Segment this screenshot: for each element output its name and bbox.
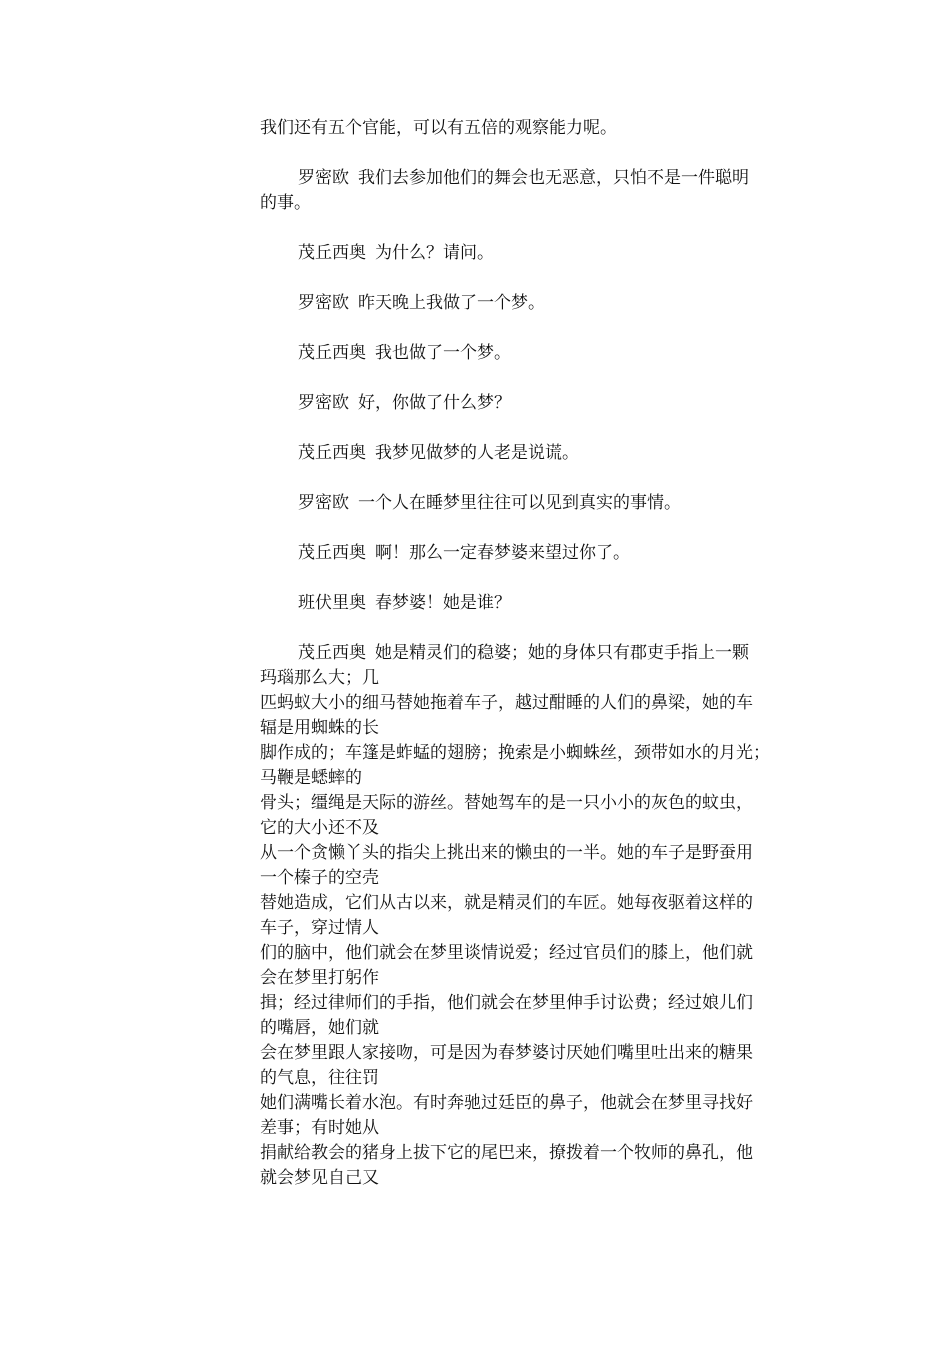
speech-line: 匹蚂蚁大小的细马替她拖着车子，越过酣睡的人们的鼻梁，她的车: [260, 693, 753, 713]
dialogue-entry: [260, 291, 820, 316]
dialogue-line: [260, 241, 820, 266]
speech-line: 车子，穿过情人: [260, 918, 379, 938]
speaker-name: 罗密欧: [298, 168, 349, 188]
dialogue-text: 昨天晚上我做了一个梦。: [358, 293, 545, 313]
dialogue-entry: [260, 341, 820, 366]
speech-line: 捐献给教会的猪身上拔下它的尾巴来，撩拨着一个牧师的鼻孔，他: [260, 1143, 753, 1163]
speaker-name: 罗密欧: [298, 493, 349, 513]
dialogue-line: [260, 341, 820, 366]
dialogue-entry: [260, 241, 820, 266]
dialogue-text: 为什么？请问。: [375, 243, 494, 263]
speaker-name: 罗密欧: [298, 393, 349, 413]
speech-text: 她是精灵们的稳婆；她的身体只有郡吏手指上一颗: [375, 643, 749, 663]
speech-line: 骨头；缰绳是天际的游丝。替她驾车的是一只小小的灰色的蚊虫，: [260, 793, 753, 813]
dialogue-line: [260, 441, 820, 466]
dialogue-line: 的事。: [260, 193, 311, 213]
speech-line: 马鞭是蟋蟀的: [260, 768, 362, 788]
speaker-name: 茂丘西奥: [298, 243, 366, 263]
speech-line: [260, 641, 820, 666]
dialogue-entry: [260, 166, 820, 216]
speech-line: 玛瑙那么大；几: [260, 668, 379, 688]
dialogue-line: [260, 591, 820, 616]
speech-line: 们的脑中，他们就会在梦里谈情说爱；经过官员们的膝上，他们就: [260, 943, 753, 963]
speech-line: 的气息，往往罚: [260, 1068, 379, 1088]
dialogue-text: 我梦见做梦的人老是说谎。: [375, 443, 579, 463]
speech-line: 替她造成，它们从古以来，就是精灵们的车匠。她每夜驱着这样的: [260, 893, 753, 913]
dialogue-line: [260, 291, 820, 316]
dialogue-line: [260, 166, 820, 191]
dialogue-text: 春梦婆！她是谁？: [375, 593, 511, 613]
speech-line: 就会梦见自己又: [260, 1168, 379, 1188]
dialogue-entry: [260, 541, 820, 566]
speech-line: 差事；有时她从: [260, 1118, 379, 1138]
speech-line: 一个榛子的空壳: [260, 868, 379, 888]
speech-line: 会在梦里跟人家接吻，可是因为春梦婆讨厌她们嘴里吐出来的糖果: [260, 1043, 753, 1063]
speech-line: 她们满嘴长着水泡。有时奔驰过廷臣的鼻子，他就会在梦里寻找好: [260, 1093, 753, 1113]
speaker-name: 茂丘西奥: [298, 543, 366, 563]
dialogue-line: [260, 541, 820, 566]
dialogue-text: 我们去参加他们的舞会也无恶意，只怕不是一件聪明: [358, 168, 749, 188]
speaker-name: 班伏里奥: [298, 593, 366, 613]
speech-line: 它的大小还不及: [260, 818, 379, 838]
dialogue-entry: [260, 391, 820, 416]
speech-line: 从一个贪懒丫头的指尖上挑出来的懒虫的一半。她的车子是野蚕用: [260, 843, 753, 863]
dialogue-entry: [260, 591, 820, 616]
speech-line: 脚作成的；车篷是蚱蜢的翅膀；挽索是小蜘蛛丝，颈带如水的月光；: [260, 743, 770, 763]
speech-line: 揖；经过律师们的手指，他们就会在梦里伸手讨讼费；经过娘儿们: [260, 993, 753, 1013]
dialogue-text: 啊！那么一定春梦婆来望过你了。: [375, 543, 630, 563]
long-speech: [260, 641, 820, 1191]
intro-line: 我们还有五个官能，可以有五倍的观察能力呢。: [260, 118, 617, 138]
speech-line: 会在梦里打躬作: [260, 968, 379, 988]
speech-line: 的嘴唇，她们就: [260, 1018, 379, 1038]
dialogue-entry: [260, 441, 820, 466]
speaker-name: 茂丘西奥: [298, 343, 366, 363]
dialogue-text: 一个人在睡梦里往往可以见到真实的事情。: [358, 493, 681, 513]
dialogue-entry: [260, 491, 820, 516]
speech-line: 辐是用蜘蛛的长: [260, 718, 379, 738]
speaker-name: 罗密欧: [298, 293, 349, 313]
dialogue-line: [260, 491, 820, 516]
speaker-name: 茂丘西奥: [298, 643, 366, 663]
speaker-name: 茂丘西奥: [298, 443, 366, 463]
dialogue-line: [260, 391, 820, 416]
dialogue-text: 好，你做了什么梦？: [358, 393, 511, 413]
text-body: [260, 116, 820, 1191]
dialogue-text: 我也做了一个梦。: [375, 343, 511, 363]
